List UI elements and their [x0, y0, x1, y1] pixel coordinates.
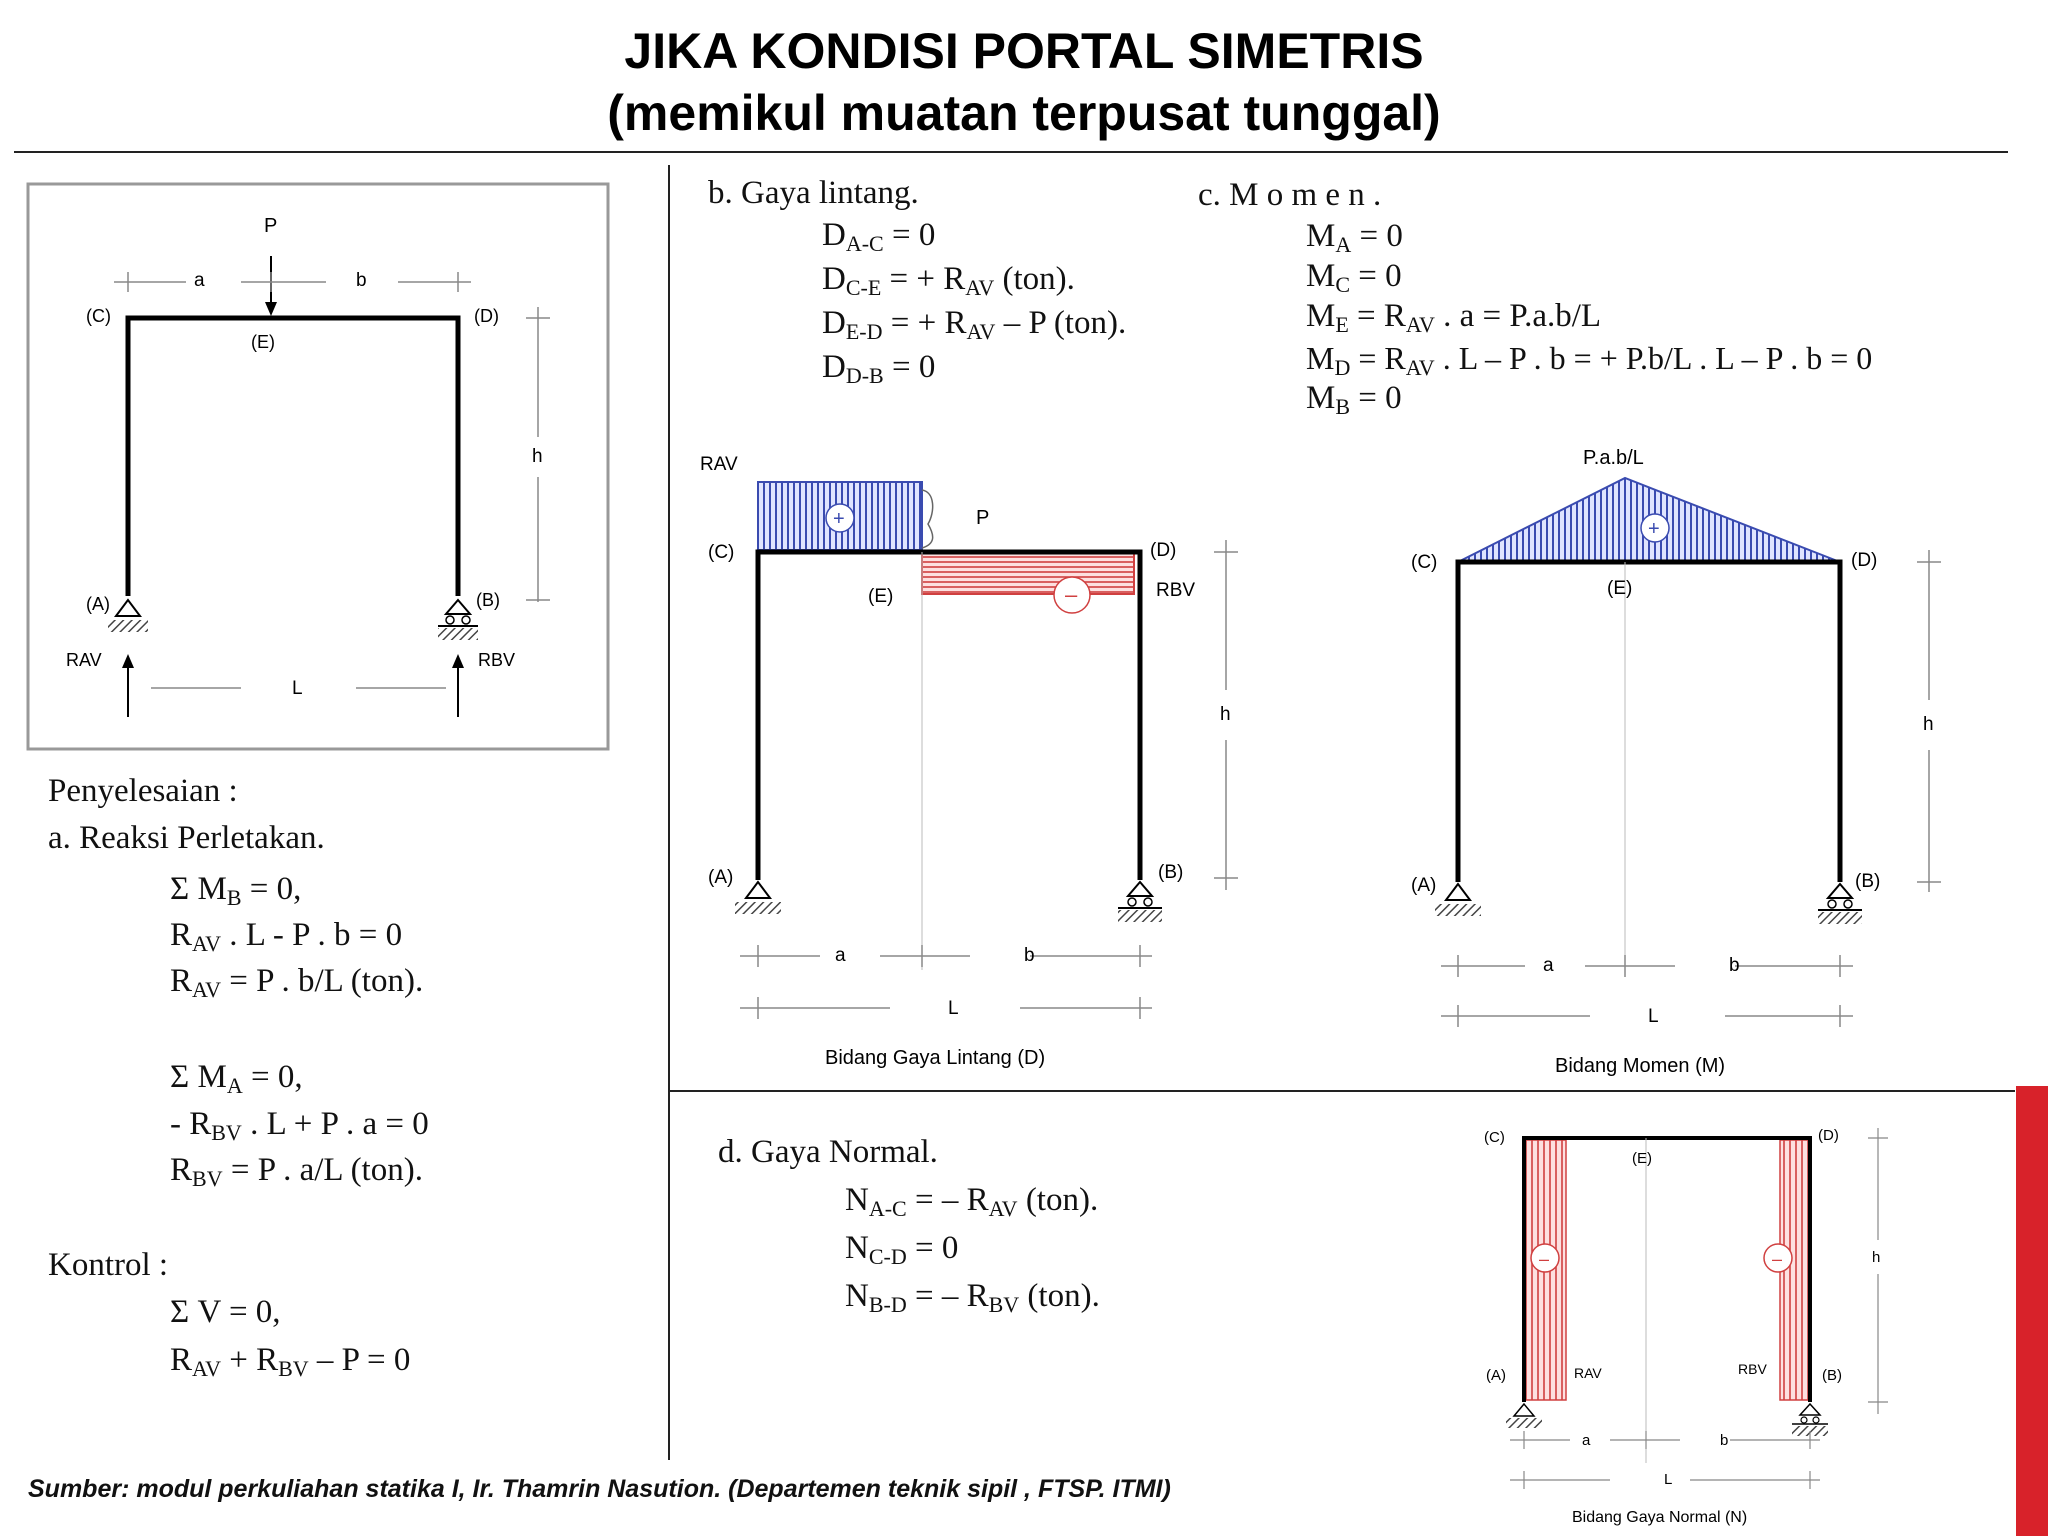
moment-node-b: (B)	[1855, 871, 1881, 892]
shear-h-label: h	[1220, 704, 1231, 725]
moment-eq-1: $M_A = 0$	[1306, 218, 1403, 257]
moment-node-d: (D)	[1851, 550, 1878, 571]
shear-roller-1	[1128, 898, 1136, 906]
moment-roller-1	[1828, 900, 1836, 908]
normal-dim-l-label: L	[1664, 1471, 1673, 1488]
shear-node-a: (A)	[708, 867, 734, 888]
normal-support-b	[1800, 1404, 1820, 1415]
moment-dim-a-label: a	[1543, 955, 1554, 976]
node-e-label: (E)	[251, 332, 275, 352]
normal-eq-3: $N_{B-D}$ = – $R_{BV}$ (ton).	[845, 1278, 1100, 1317]
vertical-divider	[668, 165, 670, 1460]
shear-node-b: (B)	[1158, 862, 1184, 883]
moment-heading: c. M o m e n .	[1198, 177, 1382, 213]
normal-node-c: (C)	[1484, 1129, 1505, 1146]
moment-h-label: h	[1923, 714, 1934, 735]
moment-support-a	[1446, 884, 1470, 900]
source-citation: Sumber: modul perkuliahan statika I, Ir. Thamrin Nasution. (Departemen teknik sipil , FTSP. ITMI)	[28, 1475, 1171, 1503]
shear-caption: Bidang Gaya Lintang (D)	[825, 1047, 1046, 1069]
eq-rav-l: $R_{AV}$ . L - P . b = 0	[170, 917, 403, 956]
moment-eq-2: $M_C = 0$	[1306, 258, 1402, 297]
shear-heading: b. Gaya lintang.	[708, 175, 919, 211]
shear-roller-2	[1144, 898, 1152, 906]
shear-rbv-label: RBV	[1156, 580, 1196, 601]
moment-plus-text: +	[1648, 518, 1660, 540]
shear-support-a	[746, 882, 770, 898]
shear-eq-1: $D_{A-C} = 0$	[822, 217, 936, 256]
shear-p-label: P	[976, 507, 990, 529]
support-b-ground	[438, 628, 478, 640]
moment-support-b	[1828, 884, 1852, 898]
shear-node-c: (C)	[708, 542, 735, 563]
normal-eq-1: $N_{A-C}$ = – $R_{AV}$ (ton).	[845, 1182, 1099, 1221]
eq-sum-mb: Σ $M_B = 0$,	[170, 871, 302, 910]
solution-heading: Penyelesaian :	[48, 773, 238, 809]
shear-dim-a-label: a	[835, 945, 846, 966]
shear-p-brace	[922, 490, 933, 548]
normal-rbv-label: RBV	[1738, 1361, 1767, 1377]
shear-diagram	[690, 440, 1250, 1080]
moment-support-b-ground	[1818, 912, 1862, 924]
reaction-b-label: RBV	[478, 650, 516, 670]
page-title-line2: (memikul muatan terpusat tunggal)	[607, 85, 1441, 141]
normal-node-d: (D)	[1818, 1127, 1839, 1144]
normal-portal-frame	[1524, 1138, 1810, 1402]
moment-dim-b-label: b	[1729, 955, 1740, 976]
normal-minus-right-text: –	[1772, 1249, 1783, 1269]
moment-eq-3: $M_E = R_{AV}$ . a = P.a.b/L	[1306, 298, 1602, 337]
horizontal-divider	[670, 1090, 2015, 1092]
normal-node-b: (B)	[1822, 1367, 1842, 1384]
moment-diagram	[1395, 440, 1955, 1090]
moment-support-a-ground	[1435, 904, 1481, 916]
moment-node-c: (C)	[1411, 552, 1438, 573]
accent-bar	[2016, 1086, 2048, 1536]
node-b-label: (B)	[476, 590, 500, 610]
load-label: P	[264, 215, 278, 237]
figure-frame	[28, 184, 608, 749]
portal-figure	[26, 182, 612, 752]
shear-eq-2: $D_{C-E}$ = + $R_{AV}$ (ton).	[822, 261, 1075, 300]
shear-dim-b-label: b	[1024, 945, 1035, 966]
shear-minus-text: –	[1065, 582, 1078, 607]
normal-heading: d. Gaya Normal.	[718, 1134, 938, 1170]
shear-dim-l-label: L	[948, 998, 959, 1019]
normal-dim-b-label: b	[1720, 1432, 1729, 1449]
shear-eq-3: $D_{E-D}$ = + $R_{AV}$ – P (ton).	[822, 305, 1127, 344]
normal-roller-1	[1801, 1417, 1807, 1423]
normal-dim-a-label: a	[1582, 1432, 1591, 1449]
title-divider	[14, 151, 2008, 153]
normal-node-a: (A)	[1486, 1367, 1506, 1384]
node-a-label: (A)	[86, 594, 110, 614]
shear-node-d: (D)	[1150, 540, 1177, 561]
shear-negative-region	[922, 552, 1134, 594]
moment-node-e: (E)	[1607, 578, 1633, 599]
moment-peak-label: P.a.b/L	[1583, 447, 1644, 469]
normal-rav-label: RAV	[1574, 1365, 1602, 1381]
eq-control: $R_{AV} + R_{BV} - P = 0$	[170, 1342, 411, 1381]
shear-rav-label: RAV	[700, 454, 738, 475]
eq-rav-result: $R_{AV} = P$ . b/L (ton).	[170, 963, 424, 1002]
shear-support-a-ground	[735, 902, 781, 914]
control-heading: Kontrol :	[48, 1247, 169, 1283]
moment-caption: Bidang Momen (M)	[1555, 1055, 1726, 1077]
normal-h-label: h	[1872, 1249, 1881, 1266]
normal-eq-2: $N_{C-D} = 0$	[845, 1230, 959, 1269]
reaction-a-label: RAV	[66, 650, 102, 670]
node-c-label: (C)	[86, 306, 111, 326]
eq-rbv-result: $R_{BV} = P$ . a/L (ton).	[170, 1152, 423, 1191]
normal-support-a-ground	[1506, 1418, 1542, 1428]
node-d-label: (D)	[474, 306, 499, 326]
normal-roller-2	[1813, 1417, 1819, 1423]
normal-node-e: (E)	[1632, 1150, 1652, 1167]
eq-rbv-l: - $R_{BV}$ . L + P . a = 0	[170, 1106, 429, 1145]
normal-diagram	[1470, 1118, 1900, 1536]
part-a-heading: a. Reaksi Perletakan.	[48, 820, 325, 856]
support-a-ground	[108, 620, 148, 632]
shear-eq-4: $D_{D-B} = 0$	[822, 349, 936, 388]
page-title-line1: JIKA KONDISI PORTAL SIMETRIS	[624, 23, 1424, 79]
moment-roller-2	[1844, 900, 1852, 908]
normal-support-a	[1514, 1404, 1534, 1416]
dim-a-label: a	[194, 270, 205, 291]
eq-sum-ma: Σ $M_A = 0$,	[170, 1059, 303, 1098]
dim-h-label: h	[532, 446, 543, 467]
moment-portal-frame	[1458, 562, 1840, 882]
dim-l-label: L	[292, 678, 303, 699]
moment-eq-5: $M_B = 0$	[1306, 380, 1402, 419]
normal-minus-left-text: –	[1539, 1249, 1550, 1269]
eq-sum-v: Σ V = 0,	[170, 1294, 281, 1330]
shear-support-b-ground	[1118, 910, 1162, 922]
moment-dim-l-label: L	[1648, 1006, 1659, 1027]
moment-eq-4: $M_D = R_{AV}$ . L – P . b = + P.b/L . L – P . b = 0	[1306, 340, 1873, 380]
dim-b-label: b	[356, 270, 367, 291]
shear-support-b	[1128, 882, 1152, 896]
shear-plus-text: +	[833, 508, 845, 530]
moment-node-a: (A)	[1411, 875, 1437, 896]
shear-node-e: (E)	[868, 586, 894, 607]
normal-caption: Bidang Gaya Normal (N)	[1572, 1509, 1748, 1526]
